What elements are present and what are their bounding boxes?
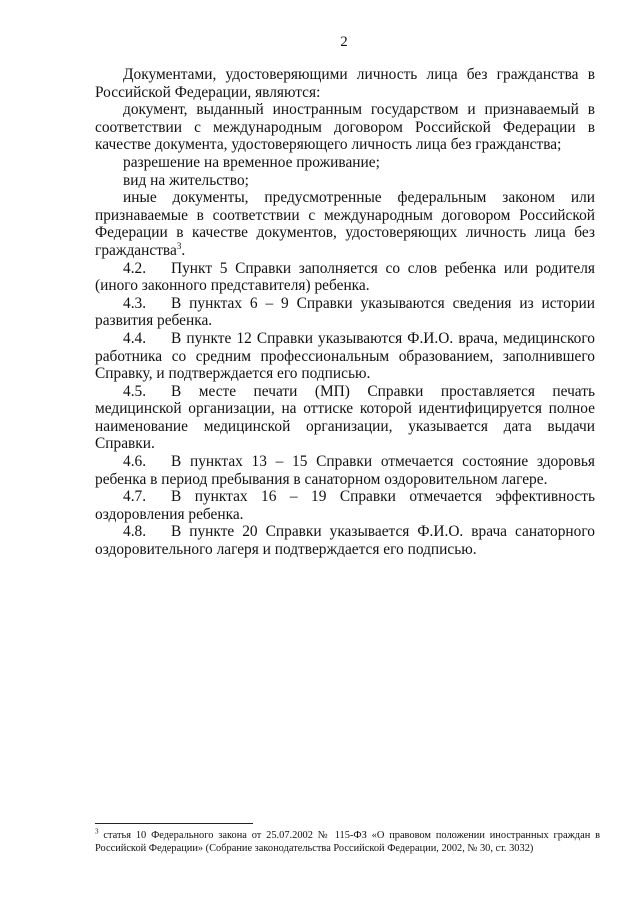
clause-number: 4.3. [123,294,147,312]
document-item-4-text: иные документы, предусмотренные федеральным законом или признаваемые в соответствии с международным договором Российской Федерации в качестве документов, удостоверяющих личность лица без гражданства [95,189,595,259]
clause-4-7 [95,488,595,523]
clause-number: 4.2. [123,259,147,277]
clause-4-8 [95,523,595,558]
footnote-marker: 3 [95,827,99,836]
document-item-4 [95,189,595,259]
footnote-reference[interactable]: 3 [176,240,182,251]
clause-4-5 [95,383,595,453]
clause-text: В месте печати (МП) Справки проставляется печать медицинской организации, на оттиске которой идентифицируется полное наименование медицинской организации, указывается дата выдачи Справки. [95,382,595,453]
clause-number: 4.8. [123,523,147,541]
main-text [95,66,595,559]
document-item-1: документ, выданный иностранным государством и признаваемый в соответствии с международным договором Российской Федерации в качестве документа, удостоверяющего личность лица без гражданства; [95,101,595,154]
clause-number: 4.7. [123,488,147,506]
clause-number: 4.5. [123,382,147,400]
clause-text: В пунктах 16 – 19 Справки отмечается эффективность оздоровления ребенка. [95,488,595,523]
footnote-separator [95,823,253,824]
clause-4-3 [95,295,595,330]
clause-text: В пункте 20 Справки указывается Ф.И.О. врача санаторного оздоровительного лагеря и подтверждается его подписью. [95,523,595,559]
clause-number: 4.6. [123,453,147,471]
footnote [95,829,600,855]
clause-4-6 [95,453,595,488]
clause-4-4 [95,330,595,383]
intro-paragraph: Документами, удостоверяющими личность лица без гражданства в Российской Федерации, являются: [95,66,595,101]
document-item-2: разрешение на временное проживание; [123,153,380,171]
clause-4-2 [95,260,595,295]
clause-number: 4.4. [123,329,147,347]
clause-text: В пунктах 6 – 9 Справки указываются сведения из истории развития ребенка. [95,294,595,330]
clause-text: Пункт 5 Справки заполняется со слов ребенка или родителя (иного законного представителя) ребенка. [95,259,595,295]
document-item-3: вид на жительство; [123,171,249,189]
document-item-4-tail: . [181,241,186,259]
clause-text: В пункте 12 Справки указываются Ф.И.О. врача, медицинского работника со средним профессиональным образованием, заполнившего Справку, и подтверждается его подписью. [95,329,595,383]
footnote-text: статья 10 Федерального закона от 25.07.2002 № 115-ФЗ «О правовом положении иностранных граждан в Российской Федерации» (Собрание законодательства Российской Федерации, 2002, № 30, ст. 3032) [95,830,600,854]
clause-text: В пунктах 13 – 15 Справки отмечается состояние здоровья ребенка в период пребывания в санаторном оздоровительном лагере. [95,453,595,488]
page-number: 2 [340,34,348,50]
